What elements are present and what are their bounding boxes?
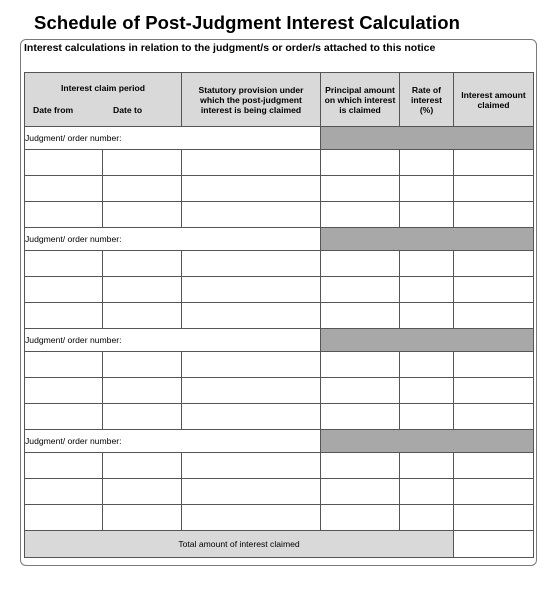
principal-amount-cell[interactable] [321,150,400,176]
judgment-order-number-label: Judgment/ order number: [25,430,321,453]
total-row [25,531,534,558]
rate-cell[interactable] [400,150,454,176]
judgment-order-number-label: Judgment/ order number: [25,228,321,251]
header-rate-of-interest: Rate of interest (%) [400,73,454,127]
header-row [25,73,534,127]
principal-amount-cell[interactable] [321,303,400,329]
rate-cell[interactable] [400,202,454,228]
date-from-cell[interactable] [25,453,103,479]
table-row [25,505,534,531]
judgment-shaded-cell [321,430,534,453]
interest-amount-cell[interactable] [454,404,534,430]
total-label: Total amount of interest claimed [25,531,454,558]
interest-amount-cell[interactable] [454,251,534,277]
date-from-cell[interactable] [25,176,103,202]
judgment-order-number-label: Judgment/ order number: [25,127,321,150]
statutory-provision-cell[interactable] [182,277,321,303]
statutory-provision-cell[interactable] [182,150,321,176]
judgment-row [25,228,534,251]
interest-amount-cell[interactable] [454,150,534,176]
interest-amount-cell[interactable] [454,505,534,531]
rate-cell[interactable] [400,378,454,404]
statutory-provision-cell[interactable] [182,505,321,531]
judgment-order-number-label: Judgment/ order number: [25,329,321,352]
header-date-to: Date to [113,105,143,115]
table-row [25,150,534,176]
date-to-cell[interactable] [103,378,182,404]
date-from-cell[interactable] [25,505,103,531]
table-row [25,176,534,202]
rate-cell[interactable] [400,505,454,531]
rate-cell[interactable] [400,176,454,202]
judgment-shaded-cell [321,127,534,150]
rate-cell[interactable] [400,352,454,378]
date-to-cell[interactable] [103,505,182,531]
date-from-cell[interactable] [25,378,103,404]
date-to-cell[interactable] [103,303,182,329]
date-to-cell[interactable] [103,277,182,303]
table-row [25,303,534,329]
table-row [25,251,534,277]
principal-amount-cell[interactable] [321,251,400,277]
interest-amount-cell[interactable] [454,176,534,202]
intro-text: Interest calculations in relation to the judgment/s or order/s attached to this notice [24,42,436,54]
judgment-row [25,430,534,453]
date-to-cell[interactable] [103,479,182,505]
principal-amount-cell[interactable] [321,202,400,228]
rate-cell[interactable] [400,479,454,505]
principal-amount-cell[interactable] [321,352,400,378]
judgment-shaded-cell [321,329,534,352]
principal-amount-cell[interactable] [321,505,400,531]
rate-cell[interactable] [400,277,454,303]
interest-amount-cell[interactable] [454,479,534,505]
date-to-cell[interactable] [103,150,182,176]
statutory-provision-cell[interactable] [182,453,321,479]
rate-cell[interactable] [400,251,454,277]
statutory-provision-cell[interactable] [182,202,321,228]
principal-amount-cell[interactable] [321,176,400,202]
statutory-provision-cell[interactable] [182,176,321,202]
judgment-shaded-cell [321,228,534,251]
rate-cell[interactable] [400,453,454,479]
header-principal-amount: Principal amount on which interest is claimed [321,73,400,127]
header-date-from: Date from [33,105,74,115]
header-period-label: Interest claim period [60,83,146,93]
header-interest-claim-period [25,73,182,127]
interest-amount-cell[interactable] [454,378,534,404]
table-row [25,277,534,303]
date-to-cell[interactable] [103,176,182,202]
interest-amount-cell[interactable] [454,303,534,329]
page-title: Schedule of Post-Judgment Interest Calculation [34,12,461,33]
table-row [25,352,534,378]
statutory-provision-cell[interactable] [182,352,321,378]
interest-table [24,72,534,558]
date-from-cell[interactable] [25,277,103,303]
table-row [25,378,534,404]
statutory-provision-cell[interactable] [182,404,321,430]
interest-amount-cell[interactable] [454,352,534,378]
statutory-provision-cell[interactable] [182,251,321,277]
date-from-cell[interactable] [25,251,103,277]
table-row [25,453,534,479]
date-to-cell[interactable] [103,352,182,378]
interest-amount-cell[interactable] [454,202,534,228]
date-to-cell[interactable] [103,404,182,430]
statutory-provision-cell[interactable] [182,378,321,404]
rate-cell[interactable] [400,404,454,430]
date-from-cell[interactable] [25,479,103,505]
header-statutory-provision: Statutory provision under which the post-judgment interest is being claimed [182,73,321,127]
principal-amount-cell[interactable] [321,404,400,430]
date-from-cell[interactable] [25,303,103,329]
table-row [25,404,534,430]
principal-amount-cell[interactable] [321,453,400,479]
principal-amount-cell[interactable] [321,479,400,505]
rate-cell[interactable] [400,303,454,329]
statutory-provision-cell[interactable] [182,479,321,505]
date-from-cell[interactable] [25,150,103,176]
judgment-row [25,127,534,150]
date-from-cell[interactable] [25,404,103,430]
interest-amount-cell[interactable] [454,277,534,303]
date-from-cell[interactable] [25,352,103,378]
date-to-cell[interactable] [103,251,182,277]
judgment-row [25,329,534,352]
principal-amount-cell[interactable] [321,378,400,404]
header-interest-amount: Interest amount claimed [454,73,534,127]
table-row [25,202,534,228]
principal-amount-cell[interactable] [321,277,400,303]
table-row [25,479,534,505]
interest-amount-cell[interactable] [454,453,534,479]
date-to-cell[interactable] [103,202,182,228]
total-amount-cell[interactable] [454,531,534,558]
statutory-provision-cell[interactable] [182,303,321,329]
date-to-cell[interactable] [103,453,182,479]
date-from-cell[interactable] [25,202,103,228]
